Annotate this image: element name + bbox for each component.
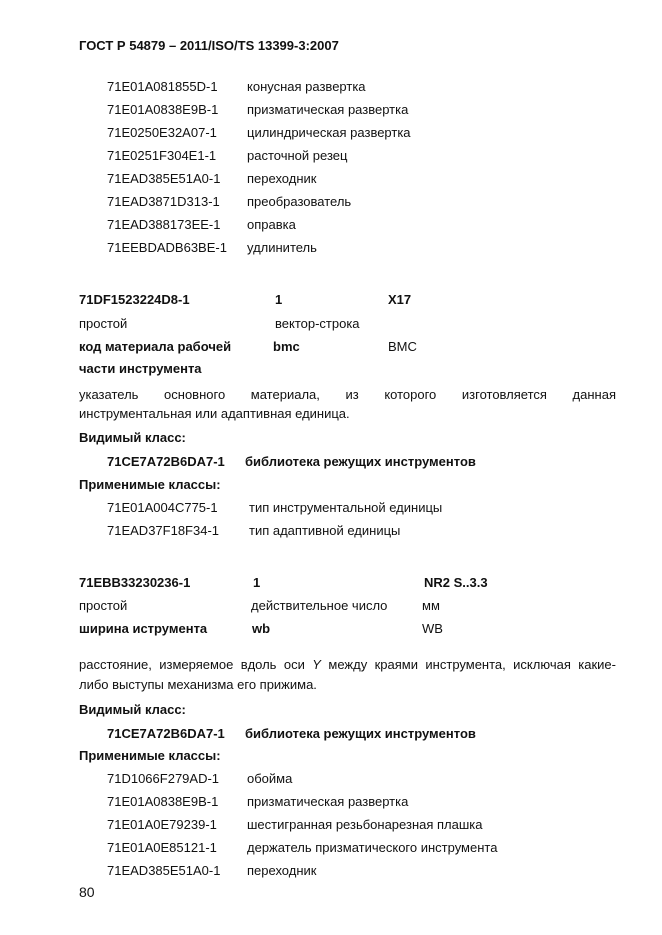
list-item-code: 71EEBDADB63BE-1: [107, 240, 227, 255]
entry-id: 71EBB33230236-1: [79, 575, 191, 590]
applicable-class-desc: тип инструментальной единицы: [249, 500, 443, 515]
applicable-class-desc: шестигранная резьбонарезная плашка: [247, 817, 483, 832]
list-item-desc: преобразователь: [247, 194, 352, 209]
list-item-desc: призматическая развертка: [247, 102, 409, 117]
definition-text: расстояние, измеряемое вдоль оси: [79, 657, 313, 672]
entry-name: ширина иструмента: [79, 621, 208, 636]
visible-class-desc: библиотека режущих инструментов: [245, 454, 476, 469]
applicable-class-desc: обойма: [247, 771, 293, 786]
visible-class-code: 71CE7A72B6DA7-1: [107, 454, 225, 469]
entry-name: код материала рабочей: [79, 339, 232, 354]
visible-class-label: Видимый класс:: [79, 430, 186, 445]
entry-kind: простой: [79, 598, 128, 613]
list-item-code: 71E01A081855D-1: [107, 79, 218, 94]
list-item-code: 71E0250E32A07-1: [107, 125, 217, 140]
applicable-class-desc: переходник: [247, 863, 317, 878]
entry-ref: NR2 S..3.3: [424, 575, 488, 590]
list-item-desc: расточной резец: [247, 148, 348, 163]
entry-symbol: bmc: [273, 339, 300, 354]
entry-definition-line: инструментальная или адаптивная единица.: [79, 406, 350, 421]
list-item-code: 71EAD385E51A0-1: [107, 171, 221, 186]
visible-class-label: Видимый класс:: [79, 702, 186, 717]
list-item-code: 71E0251F304E1-1: [107, 148, 217, 163]
applicable-class-code: 71E01A0E79239-1: [107, 817, 217, 832]
entry-ref: X17: [388, 292, 412, 307]
applicable-class-desc: призматическая развертка: [247, 794, 409, 809]
entry-id: 71DF1523224D8-1: [79, 292, 190, 307]
axis-symbol: Y: [312, 657, 321, 672]
entry-version: 1: [275, 292, 283, 307]
definition-text: между краями инструмента, исключая какие-: [320, 657, 616, 672]
list-item-code: 71E01A0838E9B-1: [107, 102, 219, 117]
applicable-classes-label: Применимые классы:: [79, 477, 221, 492]
entry-datatype: действительное число: [251, 598, 388, 613]
entry-definition-line: либо выступы механизма его прижима.: [79, 677, 317, 692]
entry-version: 1: [253, 575, 261, 590]
entry-definition-line: указатель основного материала, из которого изготовляется данная: [79, 387, 616, 402]
visible-class-code: 71CE7A72B6DA7-1: [107, 726, 225, 741]
entry-name-cont: части инструмента: [79, 361, 202, 376]
entry-unit: мм: [422, 598, 440, 613]
list-item-desc: переходник: [247, 171, 317, 186]
list-item-desc: цилиндрическая развертка: [247, 125, 411, 140]
applicable-classes-label: Применимые классы:: [79, 748, 221, 763]
page-header-title: ГОСТ Р 54879 – 2011/ISO/TS 13399-3:2007: [79, 38, 339, 53]
entry-datatype: вектор-строка: [275, 316, 360, 331]
applicable-class-code: 71E01A004C775-1: [107, 500, 218, 515]
applicable-class-code: 71E01A0838E9B-1: [107, 794, 219, 809]
applicable-class-desc: держатель призматического инструмента: [247, 840, 498, 855]
visible-class-desc: библиотека режущих инструментов: [245, 726, 476, 741]
applicable-class-code: 71EAD385E51A0-1: [107, 863, 221, 878]
applicable-class-code: 71E01A0E85121-1: [107, 840, 217, 855]
page-number: 80: [79, 884, 95, 900]
applicable-class-code: 71EAD37F18F34-1: [107, 523, 220, 538]
list-item-desc: удлинитель: [247, 240, 317, 255]
list-item-desc: оправка: [247, 217, 296, 232]
list-item-desc: конусная развертка: [247, 79, 366, 94]
entry-kind: простой: [79, 316, 128, 331]
applicable-class-desc: тип адаптивной единицы: [249, 523, 401, 538]
applicable-class-code: 71D1066F279AD-1: [107, 771, 220, 786]
entry-definition-line: [79, 653, 616, 676]
entry-symbol-upper: WB: [422, 621, 443, 636]
list-item-code: 71EAD388173EE-1: [107, 217, 221, 232]
entry-symbol: wb: [252, 621, 271, 636]
list-item-code: 71EAD3871D313-1: [107, 194, 220, 209]
entry-symbol-upper: BMC: [388, 339, 417, 354]
